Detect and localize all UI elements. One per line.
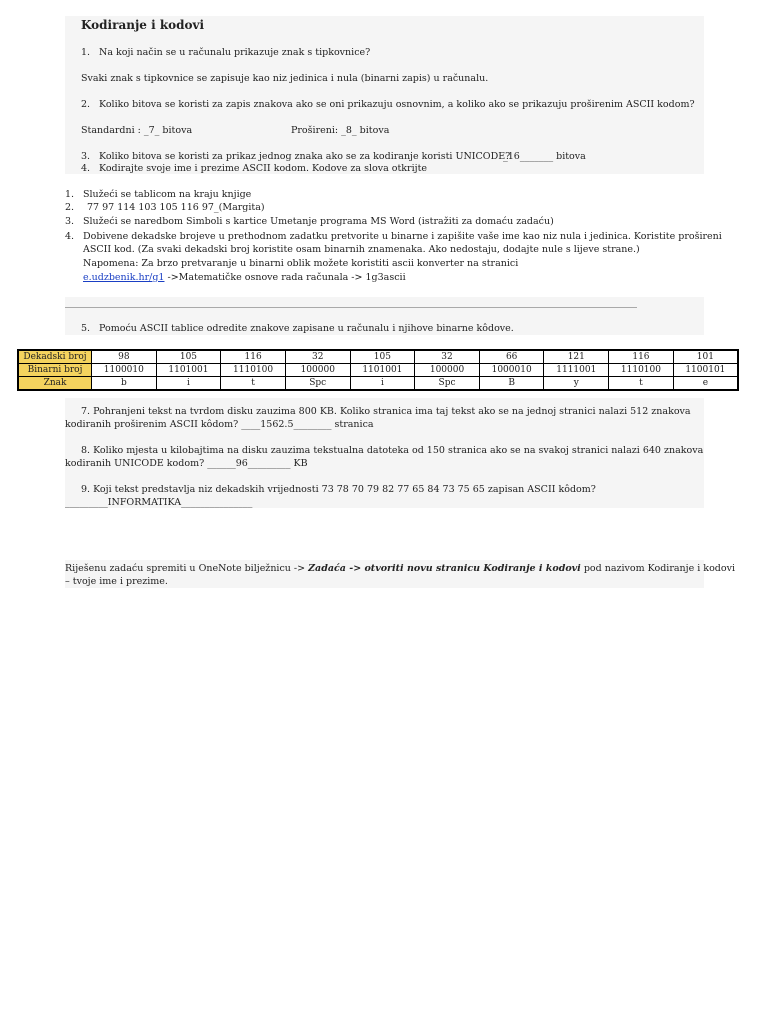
table-cell: i (350, 377, 415, 391)
table-row-char (18, 377, 738, 391)
table-cell: Spc (415, 377, 480, 391)
table-cell: 121 (544, 350, 609, 364)
document-title: Kodiranje i kodovi (81, 18, 205, 32)
table-cell: 1110100 (609, 364, 674, 377)
question-8: 8. Koliko mjesta u kilobajtima na disku zauzima tekstualna datoteka od 150 stranica ako se na svakoj stranici nalazi 640 znakova (81, 445, 704, 456)
question-text: Pomoću ASCII tablice odredite znakove zapisane u računalu i njihove binarne kôdove. (99, 323, 514, 334)
question-4 (81, 162, 427, 175)
horizontal-divider (65, 307, 637, 308)
question-number: 5. (81, 323, 91, 334)
table-cell: t (609, 377, 674, 391)
table-cell: 1101001 (350, 364, 415, 377)
question-text: Kodirajte svoje ime i prezime ASCII kodom. Kodove za slova otkrijte (99, 163, 428, 174)
list-number: 2. (65, 202, 75, 213)
footer-emphasis: Zadaća -> otvoriti novu stranicu Kodiranje i kodovi (308, 563, 581, 574)
table-cell: 1111001 (544, 364, 609, 377)
question-number: 3. (81, 151, 91, 162)
table-cell: y (544, 377, 609, 391)
ascii-table (17, 349, 739, 391)
list-item (65, 188, 251, 201)
question-number: 4. (81, 163, 91, 174)
table-cell: 116 (221, 350, 286, 364)
table-cell: 100000 (285, 364, 350, 377)
table-cell: 32 (415, 350, 480, 364)
link-line (83, 271, 406, 284)
question-9: 9. Koji tekst predstavlja niz dekadskih vrijednosti 73 78 70 79 82 77 65 84 73 75 65 zapisan ASCII kôdom? (81, 484, 596, 495)
table-cell: 66 (479, 350, 544, 364)
footer-text-tail: pod nazivom Kodiranje i kodovi (580, 563, 735, 574)
question-7: 7. Pohranjeni tekst na tvrdom disku zauzima 800 KB. Koliko stranica ima taj tekst ako se na jednoj stranici nalazi 512 znakova (81, 406, 691, 417)
table-cell: 116 (609, 350, 674, 364)
table-cell: 32 (285, 350, 350, 364)
footer-instruction (65, 562, 735, 575)
table-cell: 100000 (415, 364, 480, 377)
answer-2-standard: Standardni : _7_ bitova (81, 125, 193, 136)
table-cell: t (221, 377, 286, 391)
table-cell: 1100101 (673, 364, 738, 377)
question-text: Na koji način se u računalu prikazuje znak s tipkovnice? (99, 47, 371, 58)
table-cell: 1110100 (221, 364, 286, 377)
list-item (65, 201, 265, 214)
list-item (65, 230, 722, 243)
table-cell: 105 (350, 350, 415, 364)
answer-3: _16_______ bitova (503, 151, 586, 162)
table-cell: e (673, 377, 738, 391)
question-number: 2. (81, 99, 91, 110)
answer-1: Svaki znak s tipkovnice se zapisuje kao niz jedinica i nula (binarni zapis) u računalu. (81, 73, 489, 84)
table-cell: 101 (673, 350, 738, 364)
list-text: Dobivene dekadske brojeve u prethodnom zadatku pretvorite u binarne i zapišite vaše ime kao niz nula i jedinica. Koristite prošireni (83, 231, 722, 242)
table-cell: B (479, 377, 544, 391)
list-text: 77 97 114 103 105 116 97_(Margita) (87, 202, 265, 213)
note-text: Napomena: Za brzo pretvaranje u binarni oblik možete koristiti ascii konverter na stranici (83, 258, 519, 269)
question-1 (81, 46, 370, 59)
list-number: 1. (65, 189, 75, 200)
footer-text: Riješenu zadaću spremiti u OneNote bilježnicu -> (65, 563, 309, 574)
footer-instruction-line2: – tvoje ime i prezime. (65, 576, 168, 587)
row-label-binary: Binarni broj (18, 364, 92, 377)
list-number: 4. (65, 231, 75, 242)
table-cell: 1100010 (92, 364, 157, 377)
table-row-binary (18, 364, 738, 377)
table-cell: b (92, 377, 157, 391)
table-cell: 98 (92, 350, 157, 364)
list-number: 3. (65, 216, 75, 227)
question-5 (81, 322, 514, 335)
question-7-answer: kodiranih proširenim ASCII kôdom? ____1562.5________ stranica (65, 419, 374, 430)
row-label-decimal: Dekadski broj (18, 350, 92, 364)
list-text-continuation: ASCII kod. (Za svaki dekadski broj koristite osam binarnih znamenaka. Ako nedostaju, dodajte nule s lijeve strane.) (83, 244, 640, 255)
list-text: Služeći se naredbom Simboli s kartice Umetanje programa MS Word (istražiti za domaću zadaću) (83, 216, 554, 227)
table-cell: 105 (156, 350, 221, 364)
table-row-decimal (18, 350, 738, 364)
question-text: Koliko bitova se koristi za zapis znakova ako se oni prikazuju osnovnim, a koliko ako se prikazuju proširenim ASCII kodom? (99, 99, 695, 110)
question-9-answer: _________INFORMATIKA_______________ (65, 497, 253, 508)
question-2 (81, 98, 695, 111)
question-number: 1. (81, 47, 91, 58)
answer-2-extended: Prošireni: _8_ bitova (291, 125, 390, 136)
table-cell: 1101001 (156, 364, 221, 377)
table-cell: i (156, 377, 221, 391)
link-trail-text: ->Matematičke osnove rada računala -> 1g3ascii (164, 272, 406, 283)
table-cell: 1000010 (479, 364, 544, 377)
question-text: Koliko bitova se koristi za prikaz jednog znaka ako se za kodiranje koristi UNICODE? (99, 151, 511, 162)
list-item (65, 215, 554, 228)
list-text: Služeći se tablicom na kraju knjige (83, 189, 252, 200)
udzbenik-link[interactable]: e.udzbenik.hr/g1 (83, 272, 165, 283)
table-cell: Spc (285, 377, 350, 391)
question-8-answer: kodiranih UNICODE kodom? ______96_________ KB (65, 458, 308, 469)
row-label-char: Znak (18, 377, 92, 391)
